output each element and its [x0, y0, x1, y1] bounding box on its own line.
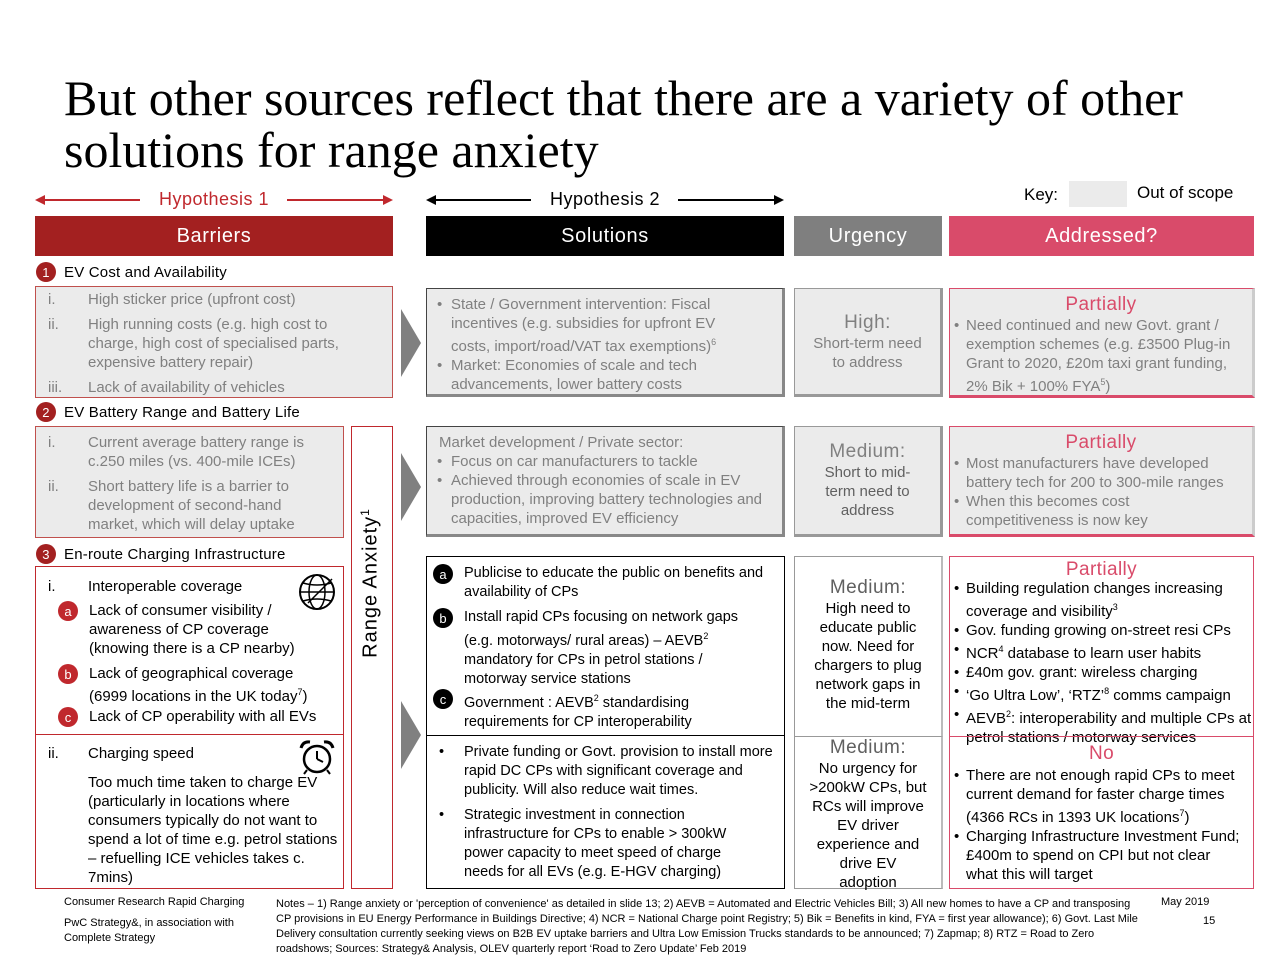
section-number: 3 — [36, 544, 56, 564]
addressed-title: Partially — [1065, 559, 1138, 580]
list-item: • Strategic investment in connection infrastructure for CPs to enable > 300kW power capacity to meet speed of charge needs for all EVs (e.g. E-HGV charging) — [439, 807, 727, 880]
sub-heading: ii. Charging speed — [48, 745, 194, 762]
section-title: EV Battery Range and Battery Life — [64, 403, 300, 421]
section-number: 2 — [36, 402, 56, 422]
list-item: • Charging Infrastructure Investment Fund; £400m to spend on CPI but not clear what this will target — [954, 828, 1240, 883]
addressed-title: Partially — [1065, 432, 1137, 453]
alarm-clock-icon — [298, 738, 336, 776]
chevron-arrow-icon — [401, 309, 421, 377]
section-title: EV Cost and Availability — [64, 263, 227, 281]
section-3-heading — [36, 544, 286, 564]
section-2-barriers — [35, 426, 344, 538]
list-item: • Need continued and new Govt. grant / exemption schemes (e.g. £3500 Plug-in Grant to 2020, £20m taxi grant funding, 2% Bik + 100% FYA$^5$) — [954, 317, 1231, 395]
urgency-title: High: — [844, 312, 891, 333]
section-3-addressed-interoperable — [949, 556, 1254, 746]
solutions-intro: Market development / Private sector: — [439, 434, 684, 451]
range-anxiety-box — [351, 426, 393, 889]
chevron-arrow-icon — [401, 453, 421, 521]
list-item: • Building regulation changes increasing coverage and visibility$^3$ — [954, 580, 1223, 620]
header-barriers: Barriers — [35, 216, 393, 256]
list-item: b Lack of geographical coverage (6999 locations in the UK today$^7$) — [58, 664, 333, 706]
chevron-arrow-icon — [401, 701, 421, 769]
hypothesis-2-arrow — [426, 188, 784, 212]
list-item: • NCR$^4$ database to learn user habits — [954, 641, 1202, 662]
section-3-barriers-interoperable — [35, 566, 344, 734]
list-item: • £40m gov. grant: wireless charging — [954, 664, 1198, 681]
list-item: b Install rapid CPs focusing on network gaps (e.g. motorways/ rural areas) – AEVB$^2$ mandatory for CPs in petrol stations / motorway service stations — [433, 608, 773, 689]
urgency-text: Short-term need to address — [813, 335, 922, 371]
urgency-title: Medium: — [829, 577, 907, 598]
section-3-solutions-charging-speed — [426, 736, 785, 889]
urgency-text: No urgency for >200kW CPs, but RCs will improve EV driver experience and drive EV adoption — [809, 760, 927, 891]
urgency-text: High need to educate public now. Need for chargers to plug network gaps in the mid-term — [814, 600, 922, 712]
list-item: ii. High running costs (e.g. high cost to charge, high cost of specialised parts, expensive battery repair) — [48, 316, 339, 371]
footer-date: May 2019 — [1161, 896, 1210, 908]
list-item: • Achieved through economies of scale in EV production, improving battery technologies and capacities, improved EV efficiency — [437, 472, 763, 527]
section-3-urgency-charging-speed — [794, 736, 943, 889]
header-urgency: Urgency — [794, 216, 942, 256]
section-title: En-route Charging Infrastructure — [64, 545, 286, 563]
key-item: Out of scope — [1137, 183, 1234, 202]
list-item: a Lack of consumer visibility / awareness of CP coverage (knowing there is a CP nearby) — [58, 601, 318, 658]
hypothesis-1-arrow — [35, 188, 393, 212]
list-item: a Publicise to educate the public on benefits and availability of CPs — [433, 564, 773, 602]
list-item: c Lack of CP operability with all EVs — [58, 707, 338, 727]
section-1-addressed — [949, 288, 1255, 398]
page-title: But other sources reflect that there are a variety of other solutions for range anxiety — [64, 70, 1183, 178]
list-item: • Focus on car manufacturers to tackle — [437, 453, 698, 470]
sub-heading: i. Interoperable coverage — [48, 578, 243, 595]
section-1-barriers — [35, 286, 393, 398]
list-item: i. High sticker price (upfront cost) — [48, 291, 296, 308]
footer-source-1: Consumer Research Rapid Charging — [64, 896, 245, 908]
addressed-title: No — [1088, 743, 1115, 764]
section-3-addressed-charging-speed — [949, 736, 1254, 889]
list-item: iii. Lack of availability of vehicles — [48, 379, 285, 396]
header-addressed: Addressed? — [949, 216, 1254, 256]
hypothesis-2-label: Hypothesis 2 — [549, 189, 661, 209]
list-item: • Most manufacturers have developed battery tech for 200 to 300-mile ranges — [954, 455, 1224, 491]
section-2-solutions — [426, 426, 785, 537]
key-label: Key: — [1024, 185, 1059, 204]
charging-speed-text: Too much time taken to charge EV (particularly in locations where consumers typically do not want to spend a lot of time e.g. petrol stations – refuelling ICE vehicles takes c. 7mins) — [88, 774, 338, 886]
urgency-text: Short to mid-term need to address — [824, 464, 911, 519]
list-item: ii. Short battery life is a barrier to development of second-hand market, which will delay uptake — [48, 478, 295, 533]
list-item: • Private funding or Govt. provision to install more rapid DC CPs with significant coverage and publicity. Will also reduce wait times. — [439, 744, 773, 798]
list-item: • State / Government intervention: Fiscal incentives (e.g. subsidies for upfront EV costs, import/road/VAT tax exemptions)$^6$ — [437, 296, 717, 355]
hypothesis-1-label: Hypothesis 1 — [158, 189, 270, 209]
list-item: • ‘Go Ultra Low’, ‘RTZ’$^8$ comms campaign — [954, 683, 1231, 704]
range-anxiety-label: Range Anxiety$^1$ — [358, 508, 382, 658]
section-1-urgency — [794, 288, 943, 397]
section-3-solutions-interoperable — [426, 556, 785, 736]
key-swatch — [1069, 181, 1127, 207]
section-number: 1 — [36, 262, 56, 282]
section-2-urgency — [794, 426, 943, 537]
list-item: c Government : AEVB$^2$ standardising requirements for CP interoperability — [433, 689, 773, 732]
section-3-urgency-interoperable — [794, 556, 943, 736]
addressed-title: Partially — [1065, 294, 1137, 315]
list-item: • When this becomes cost competitiveness is now key — [954, 493, 1148, 529]
page-number: 15 — [1203, 915, 1216, 927]
footer-notes: Notes – 1) Range anxiety or 'perception of convenience' as detailed in slide 13; 2) AEVB = Automated and Electric Vehicles Bill; 3) All new homes to have a CP and transposing CP provisions in EU Energy Performance in Buildings Directive; 4) NCR = National Charge point Registry; 5) Bik = Benefits in kind, FYA = first year allowance); 6) Govt. Last Mile Delivery consultation currently seeking views on B2B EV uptake barriers and Ultra Low Emission Trucks standards to be announced; 7) Zapmap; 8) RTZ = Road to Zero roadshows; Sources: Strategy& Analysis, OLEV quarterly report ‘Road to Zero Update’ Feb 2019 — [276, 898, 1138, 955]
section-2-addressed — [949, 426, 1255, 537]
list-item: • AEVB$^2$: interoperability and multiple CPs at petrol stations / motorway services — [954, 706, 1252, 746]
list-item: i. Current average battery range is c.250 miles (vs. 400-mile ICEs) — [48, 434, 304, 470]
section-1-heading — [36, 262, 227, 282]
footer-source-2: PwC Strategy&, in association with Complete Strategy — [64, 917, 234, 944]
list-item: • Market: Economies of scale and tech advancements, lower battery costs — [437, 357, 697, 393]
list-item: • There are not enough rapid CPs to meet current demand for faster charge times (4366 RCs in 1393 UK locations$^7$) — [954, 767, 1235, 826]
list-item: • Gov. funding growing on-street resi CPs — [954, 622, 1231, 639]
urgency-title: Medium: — [829, 441, 906, 462]
header-solutions: Solutions — [426, 216, 784, 256]
urgency-title: Medium: — [829, 737, 907, 758]
section-3-barriers-charging-speed — [35, 734, 344, 889]
section-1-solutions — [426, 288, 785, 397]
section-2-heading — [36, 402, 300, 422]
